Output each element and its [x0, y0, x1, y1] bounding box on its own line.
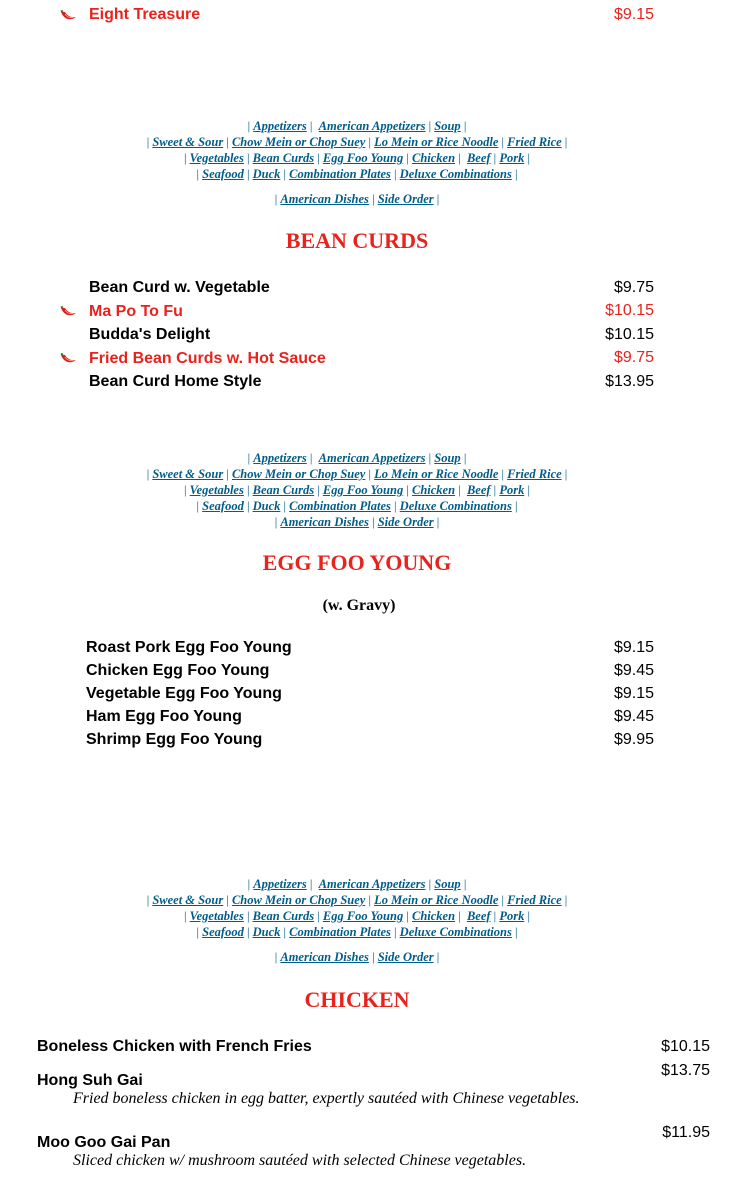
menu-item-name: Boneless Chicken with French Fries [37, 1038, 312, 1055]
nav-link-american-appetizers[interactable]: American Appetizers [318, 451, 426, 465]
menu-item-name: Vegetable Egg Foo Young [86, 685, 282, 702]
nav-link-soup[interactable]: Soup [434, 451, 461, 465]
nav-link-pork[interactable]: Pork [499, 151, 525, 165]
nav-link-sweet-sour[interactable]: Sweet & Sour [152, 135, 224, 149]
nav-link-seafood[interactable]: Seafood [202, 925, 244, 939]
menu-item-price: $9.15 [613, 685, 654, 702]
nav-link-egg-foo-young[interactable]: Egg Foo Young [322, 151, 404, 165]
nav-link-vegetables[interactable]: Vegetables [189, 909, 244, 923]
menu-item-name: Bean Curd w. Vegetable [89, 279, 270, 296]
nav-link-pork[interactable]: Pork [499, 909, 525, 923]
nav-row-4: | Seafood | Duck | Combination Plates | Deluxe Combinations | [196, 925, 518, 939]
nav-link-soup[interactable]: Soup [434, 877, 461, 891]
menu-item-name: Eight Treasure [89, 6, 201, 23]
nav-row-4: | Seafood | Duck | Combination Plates | Deluxe Combinations | [196, 499, 518, 513]
menu-item-name: Shrimp Egg Foo Young [86, 731, 263, 748]
nav-link-lo-mein[interactable]: Lo Mein or Rice Noodle [374, 893, 499, 907]
nav-link-american-appetizers[interactable]: American Appetizers [318, 119, 426, 133]
nav-link-appetizers[interactable]: Appetizers [253, 877, 307, 891]
nav-link-side-order[interactable]: Side Order [377, 192, 434, 206]
nav-row-2: | Sweet & Sour | Chow Mein or Chop Suey | Lo Mein or Rice Noodle | Fried Rice | [146, 893, 568, 907]
nav-block [0, 876, 714, 965]
nav-row-1: | Appetizers | American Appetizers | Soup | [247, 451, 467, 465]
nav-link-chow-mein[interactable]: Chow Mein or Chop Suey [231, 135, 366, 149]
nav-link-american-dishes[interactable]: American Dishes [280, 515, 369, 529]
menu-item-price: $9.15 [613, 6, 654, 23]
nav-link-deluxe-combinations[interactable]: Deluxe Combinations [399, 925, 512, 939]
nav-block [0, 450, 714, 530]
menu-item-name: Budda's Delight [89, 326, 211, 343]
nav-link-deluxe-combinations[interactable]: Deluxe Combinations [399, 499, 512, 513]
menu-item-price: $9.75 [613, 279, 654, 296]
nav-link-vegetables[interactable]: Vegetables [189, 151, 244, 165]
section-subtitle: (w. Gravy) [322, 597, 396, 614]
nav-link-american-dishes[interactable]: American Dishes [280, 192, 369, 206]
section-title-chicken: CHICKEN [304, 987, 410, 1012]
nav-link-appetizers[interactable]: Appetizers [253, 451, 307, 465]
menu-item-price: $10.15 [605, 302, 654, 319]
nav-link-side-order[interactable]: Side Order [377, 515, 434, 529]
nav-row-5: | American Dishes | Side Order | [274, 515, 440, 529]
nav-link-lo-mein[interactable]: Lo Mein or Rice Noodle [374, 467, 499, 481]
nav-link-fried-rice[interactable]: Fried Rice [507, 467, 562, 481]
menu-item-price: $9.45 [613, 708, 654, 725]
menu-item-name: Ma Po To Fu [89, 303, 183, 320]
menu-item-price: $9.95 [613, 731, 654, 748]
nav-row-3: | Vegetables | Bean Curds | Egg Foo Young | Chicken | Beef | Pork | [184, 151, 530, 165]
nav-link-chow-mein[interactable]: Chow Mein or Chop Suey [231, 893, 366, 907]
nav-link-chicken[interactable]: Chicken [411, 151, 456, 165]
nav-link-seafood[interactable]: Seafood [202, 167, 244, 181]
nav-link-pork[interactable]: Pork [499, 483, 525, 497]
nav-link-seafood[interactable]: Seafood [202, 499, 244, 513]
section-title-egg-foo-young: EGG FOO YOUNG [262, 550, 452, 575]
nav-block [0, 118, 714, 207]
hot-pepper-icon [58, 352, 78, 366]
menu-item-name: Hong Suh Gai [37, 1072, 143, 1089]
menu-item-name: Roast Pork Egg Foo Young [86, 639, 292, 656]
nav-link-duck[interactable]: Duck [252, 499, 281, 513]
nav-row-5: | American Dishes | Side Order | [274, 192, 440, 206]
menu-item-description: Sliced chicken w/ mushroom sautéed with selected Chinese vegetables. [73, 1152, 527, 1169]
nav-link-beef[interactable]: Beef [466, 151, 491, 165]
nav-link-chicken[interactable]: Chicken [411, 483, 456, 497]
nav-link-beef[interactable]: Beef [466, 483, 491, 497]
menu-item-price: $9.75 [613, 349, 654, 366]
menu-item-name: Fried Bean Curds w. Hot Sauce [89, 350, 326, 367]
nav-row-3: | Vegetables | Bean Curds | Egg Foo Young | Chicken | Beef | Pork | [184, 909, 530, 923]
nav-row-3: | Vegetables | Bean Curds | Egg Foo Young | Chicken | Beef | Pork | [184, 483, 530, 497]
nav-link-bean-curds[interactable]: Bean Curds [252, 909, 315, 923]
nav-link-vegetables[interactable]: Vegetables [189, 483, 244, 497]
nav-link-fried-rice[interactable]: Fried Rice [507, 135, 562, 149]
menu-item-price: $10.15 [661, 1038, 710, 1055]
nav-link-chow-mein[interactable]: Chow Mein or Chop Suey [231, 467, 366, 481]
nav-link-egg-foo-young[interactable]: Egg Foo Young [322, 483, 404, 497]
nav-link-bean-curds[interactable]: Bean Curds [252, 483, 315, 497]
nav-link-american-appetizers[interactable]: American Appetizers [318, 877, 426, 891]
menu-item-price: $13.75 [661, 1062, 710, 1079]
nav-link-bean-curds[interactable]: Bean Curds [252, 151, 315, 165]
menu-item-name: Ham Egg Foo Young [86, 708, 242, 725]
nav-link-combination-plates[interactable]: Combination Plates [289, 167, 391, 181]
hot-pepper-icon [58, 9, 78, 23]
menu-item-price: $9.15 [613, 639, 654, 656]
nav-link-side-order[interactable]: Side Order [377, 950, 434, 964]
nav-link-chicken[interactable]: Chicken [411, 909, 456, 923]
nav-link-lo-mein[interactable]: Lo Mein or Rice Noodle [374, 135, 499, 149]
menu-item-price: $11.95 [662, 1124, 710, 1141]
nav-link-sweet-sour[interactable]: Sweet & Sour [152, 467, 224, 481]
nav-link-fried-rice[interactable]: Fried Rice [507, 893, 562, 907]
nav-link-duck[interactable]: Duck [252, 925, 281, 939]
menu-item-name: Moo Goo Gai Pan [37, 1134, 171, 1151]
nav-link-appetizers[interactable]: Appetizers [253, 119, 307, 133]
menu-item-price: $10.15 [605, 326, 654, 343]
nav-row-1: | Appetizers | American Appetizers | Soup | [247, 119, 467, 133]
menu-item-price: $13.95 [605, 373, 654, 390]
menu-item-name: Bean Curd Home Style [89, 373, 262, 390]
nav-link-deluxe-combinations[interactable]: Deluxe Combinations [399, 167, 512, 181]
nav-row-1: | Appetizers | American Appetizers | Soup | [247, 877, 467, 891]
nav-link-duck[interactable]: Duck [252, 167, 281, 181]
nav-link-soup[interactable]: Soup [434, 119, 461, 133]
nav-link-sweet-sour[interactable]: Sweet & Sour [152, 893, 224, 907]
nav-link-beef[interactable]: Beef [466, 909, 491, 923]
menu-item-price: $9.45 [613, 662, 654, 679]
nav-link-american-dishes[interactable]: American Dishes [280, 950, 369, 964]
nav-link-combination-plates[interactable]: Combination Plates [289, 499, 391, 513]
menu-item-name: Chicken Egg Foo Young [86, 662, 270, 679]
nav-row-4: | Seafood | Duck | Combination Plates | Deluxe Combinations | [196, 167, 518, 181]
nav-link-combination-plates[interactable]: Combination Plates [289, 925, 391, 939]
menu-item-description: Fried boneless chicken in egg batter, expertly sautéed with Chinese vegetables. [73, 1090, 580, 1107]
nav-row-2: | Sweet & Sour | Chow Mein or Chop Suey | Lo Mein or Rice Noodle | Fried Rice | [146, 135, 568, 149]
nav-row-5: | American Dishes | Side Order | [274, 950, 440, 964]
section-title-bean-curds: BEAN CURDS [285, 228, 429, 253]
nav-row-2: | Sweet & Sour | Chow Mein or Chop Suey | Lo Mein or Rice Noodle | Fried Rice | [146, 467, 568, 481]
nav-link-egg-foo-young[interactable]: Egg Foo Young [322, 909, 404, 923]
hot-pepper-icon [58, 305, 78, 319]
